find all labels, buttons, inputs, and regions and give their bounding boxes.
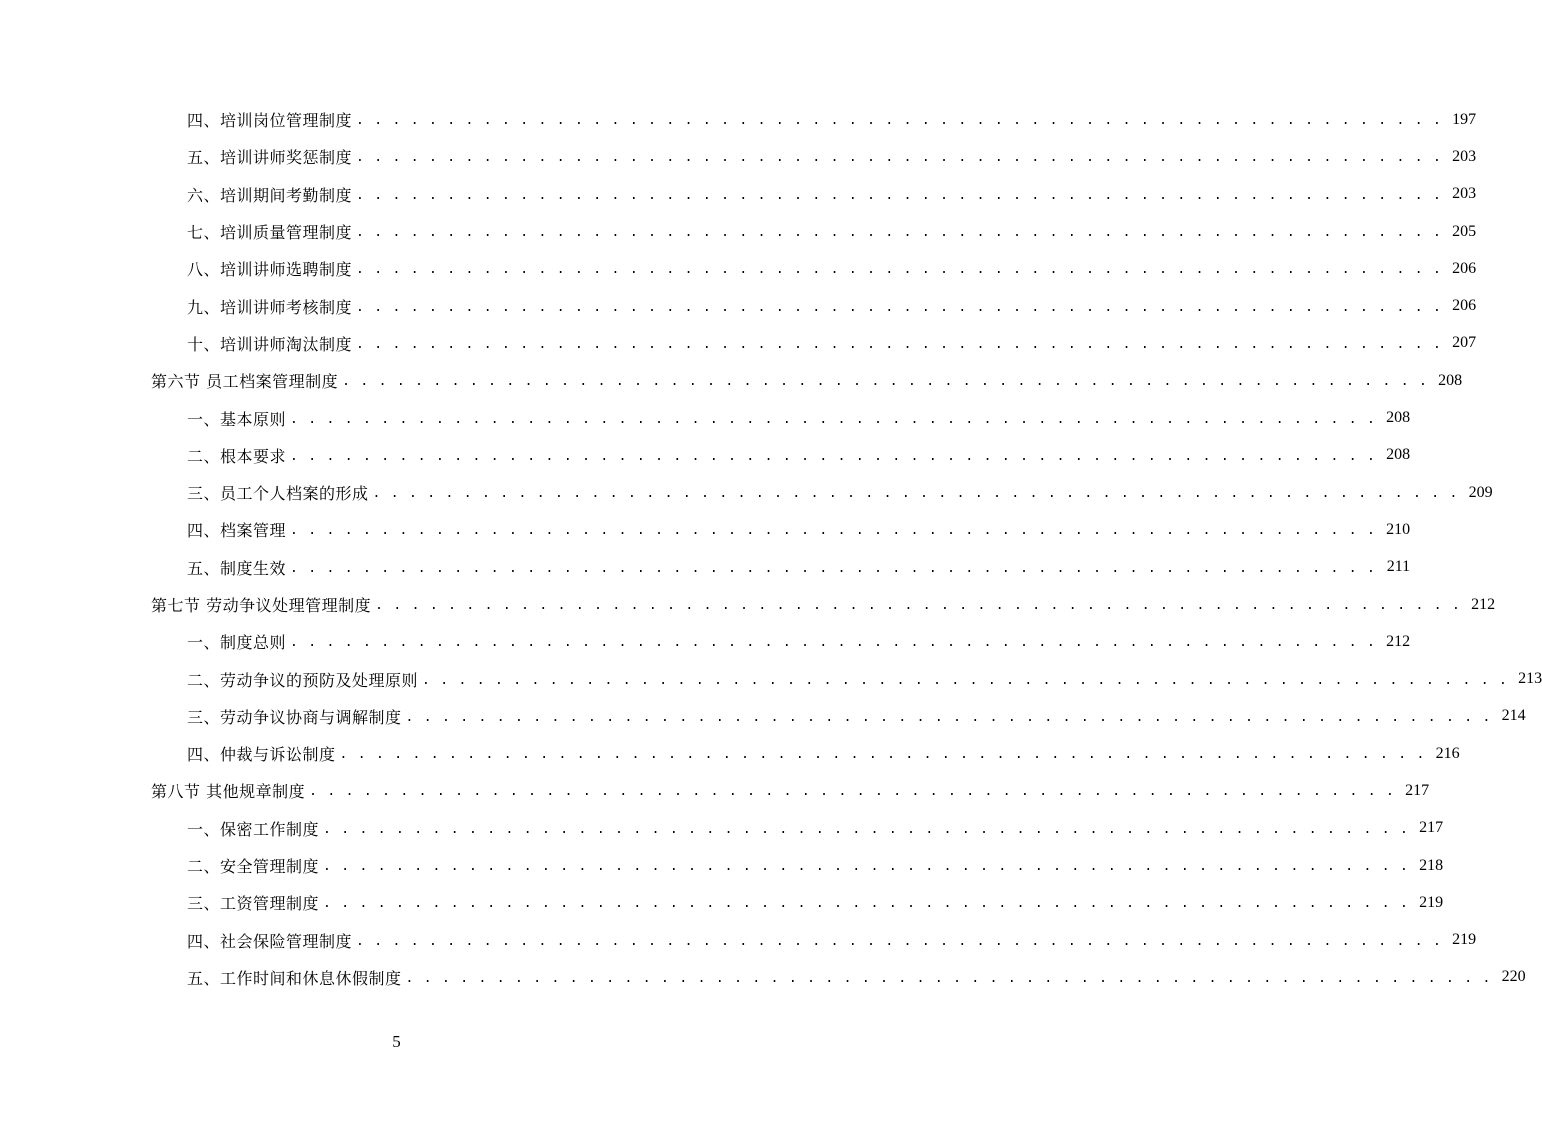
toc-entry-title: 第八节 其他规章制度 (151, 782, 306, 802)
toc-entry-title: 十、培训讲师淘汰制度 (187, 334, 353, 354)
toc-entry-page: 218 (1419, 856, 1444, 874)
toc-entry-page: 208 (1386, 446, 1411, 464)
table-of-contents (0, 101, 1542, 996)
toc-entry-title: 七、培训质量管理制度 (187, 223, 353, 243)
toc-section-entry[interactable] (151, 772, 1430, 809)
toc-dot-leader: . . . . . . . . . . . . . . . . . . . . . . . . . . . . . . . . . . . . . . . . . . . . . . . . . . . . . . . . . . . . (356, 187, 1443, 203)
toc-dot-leader: . . . . . . . . . . . . . . . . . . . . . . . . . . . . . . . . . . . . . . . . . . . . . . . . . . . . . . . . . . . . (309, 784, 1396, 800)
toc-entry-title: 四、仲裁与诉讼制度 (187, 745, 336, 765)
toc-entry-page: 219 (1419, 893, 1444, 911)
toc-entry-page: 208 (1438, 371, 1463, 389)
toc-entry-page: 217 (1405, 781, 1430, 799)
toc-subsection-entry[interactable] (187, 698, 1526, 735)
toc-subsection-entry[interactable] (187, 325, 1477, 362)
toc-entry-title: 二、劳动争议的预防及处理原则 (187, 670, 419, 690)
toc-dot-leader: . . . . . . . . . . . . . . . . . . . . . . . . . . . . . . . . . . . . . . . . . . . . . . . . . . . . . . . . . . . . (323, 896, 1410, 912)
toc-entry-title: 五、制度生效 (187, 558, 287, 578)
toc-dot-leader: . . . . . . . . . . . . . . . . . . . . . . . . . . . . . . . . . . . . . . . . . . . . . . . . . . . . . . . . . . . . (356, 262, 1443, 278)
toc-entry-title: 八、培训讲师选聘制度 (187, 260, 353, 280)
toc-entry-title: 一、制度总则 (187, 633, 287, 653)
toc-subsection-entry[interactable] (187, 660, 1542, 697)
toc-section-entry[interactable] (151, 362, 1463, 399)
toc-subsection-entry[interactable] (187, 176, 1477, 213)
toc-entry-title: 三、劳动争议协商与调解制度 (187, 707, 402, 727)
toc-dot-leader: . . . . . . . . . . . . . . . . . . . . . . . . . . . . . . . . . . . . . . . . . . . . . . . . . . . . . . . . . . . . (290, 448, 1377, 464)
toc-entry-page: 203 (1452, 185, 1477, 203)
toc-entry-title: 五、培训讲师奖惩制度 (187, 148, 353, 168)
toc-dot-leader: . . . . . . . . . . . . . . . . . . . . . . . . . . . . . . . . . . . . . . . . . . . . . . . . . . . . . . . . . . . . (342, 374, 1429, 390)
toc-subsection-entry[interactable] (187, 250, 1477, 287)
toc-dot-leader: . . . . . . . . . . . . . . . . . . . . . . . . . . . . . . . . . . . . . . . . . . . . . . . . . . . . . . . . . . . . (290, 523, 1377, 539)
page-number: 5 (392, 1032, 401, 1051)
toc-dot-leader: . . . . . . . . . . . . . . . . . . . . . . . . . . . . . . . . . . . . . . . . . . . . . . . . . . . . . . . . . . . . (405, 709, 1492, 725)
toc-dot-leader: . . . . . . . . . . . . . . . . . . . . . . . . . . . . . . . . . . . . . . . . . . . . . . . . . . . . . . . . . . . . (290, 635, 1377, 651)
toc-entry-page: 203 (1452, 147, 1477, 165)
toc-entry-title: 一、保密工作制度 (187, 819, 320, 839)
toc-entry-page: 217 (1419, 819, 1444, 837)
toc-entry-page: 212 (1471, 595, 1496, 613)
toc-entry-page: 216 (1435, 744, 1460, 762)
toc-dot-leader: . . . . . . . . . . . . . . . . . . . . . . . . . . . . . . . . . . . . . . . . . . . . . . . . . . . . . . . . . . . . (290, 560, 1377, 576)
toc-subsection-entry[interactable] (187, 810, 1444, 847)
toc-subsection-entry[interactable] (187, 922, 1477, 959)
toc-subsection-entry[interactable] (187, 735, 1460, 772)
toc-entry-title: 一、基本原则 (187, 409, 287, 429)
toc-dot-leader: . . . . . . . . . . . . . . . . . . . . . . . . . . . . . . . . . . . . . . . . . . . . . . . . . . . . . . . . . . . . (323, 821, 1410, 837)
toc-entry-title: 四、培训岗位管理制度 (187, 111, 353, 131)
toc-dot-leader: . . . . . . . . . . . . . . . . . . . . . . . . . . . . . . . . . . . . . . . . . . . . . . . . . . . . . . . . . . . . (356, 299, 1443, 315)
toc-entry-title: 五、工作时间和休息休假制度 (187, 968, 402, 988)
toc-dot-leader: . . . . . . . . . . . . . . . . . . . . . . . . . . . . . . . . . . . . . . . . . . . . . . . . . . . . . . . . . . . . (375, 598, 1462, 613)
toc-entry-title: 四、社会保险管理制度 (187, 931, 353, 951)
toc-dot-leader: . . . . . . . . . . . . . . . . . . . . . . . . . . . . . . . . . . . . . . . . . . . . . . . . . . . . . . . . . . . . (356, 225, 1443, 241)
toc-entry-page: 207 (1452, 334, 1477, 352)
toc-entry-title: 四、档案管理 (187, 521, 287, 541)
toc-dot-leader: . . . . . . . . . . . . . . . . . . . . . . . . . . . . . . . . . . . . . . . . . . . . . . . . . . . . . . . . . . . . (372, 486, 1459, 502)
toc-subsection-entry[interactable] (187, 101, 1477, 138)
toc-entry-page: 213 (1518, 670, 1542, 688)
toc-entry-page: 219 (1452, 931, 1477, 949)
toc-dot-leader: . . . . . . . . . . . . . . . . . . . . . . . . . . . . . . . . . . . . . . . . . . . . . . . . . . . . . . . . . . . . (356, 336, 1443, 352)
toc-section-entry[interactable] (151, 586, 1496, 623)
toc-entry-page: 208 (1386, 409, 1411, 427)
toc-dot-leader: . . . . . . . . . . . . . . . . . . . . . . . . . . . . . . . . . . . . . . . . . . . . . . . . . . . . . . . . . . . . (422, 672, 1509, 688)
toc-entry-title: 第六节 员工档案管理制度 (151, 372, 339, 392)
toc-subsection-entry[interactable] (187, 847, 1444, 884)
toc-entry-title: 二、安全管理制度 (187, 857, 320, 877)
toc-entry-page: 211 (1386, 558, 1411, 576)
toc-dot-leader: . . . . . . . . . . . . . . . . . . . . . . . . . . . . . . . . . . . . . . . . . . . . . . . . . . . . . . . . . . . . (356, 113, 1443, 129)
toc-subsection-entry[interactable] (187, 511, 1411, 548)
toc-subsection-entry[interactable] (187, 474, 1493, 511)
toc-subsection-entry[interactable] (187, 213, 1477, 250)
toc-subsection-entry[interactable] (187, 287, 1477, 324)
toc-entry-page: 220 (1501, 968, 1526, 986)
toc-entry-title: 第七节 劳动争议处理管理制度 (151, 596, 372, 615)
toc-subsection-entry[interactable] (187, 884, 1444, 921)
toc-entry-page: 214 (1501, 707, 1526, 725)
toc-entry-page: 209 (1468, 483, 1493, 501)
toc-dot-leader: . . . . . . . . . . . . . . . . . . . . . . . . . . . . . . . . . . . . . . . . . . . . . . . . . . . . . . . . . . . . (356, 933, 1443, 949)
toc-subsection-entry[interactable] (187, 138, 1477, 175)
toc-entry-title: 九、培训讲师考核制度 (187, 297, 353, 317)
toc-entry-title: 六、培训期间考勤制度 (187, 185, 353, 205)
toc-entry-page: 197 (1452, 110, 1477, 128)
toc-subsection-entry[interactable] (187, 399, 1411, 436)
toc-dot-leader: . . . . . . . . . . . . . . . . . . . . . . . . . . . . . . . . . . . . . . . . . . . . . . . . . . . . . . . . . . . . (356, 150, 1443, 166)
toc-entry-title: 三、工资管理制度 (187, 894, 320, 914)
toc-entry-page: 210 (1386, 520, 1411, 538)
toc-dot-leader: . . . . . . . . . . . . . . . . . . . . . . . . . . . . . . . . . . . . . . . . . . . . . . . . . . . . . . . . . . . . (339, 747, 1426, 763)
toc-entry-page: 206 (1452, 297, 1477, 315)
toc-subsection-entry[interactable] (187, 437, 1411, 474)
toc-entry-page: 212 (1386, 632, 1411, 650)
toc-subsection-entry[interactable] (187, 959, 1526, 996)
toc-entry-page: 206 (1452, 259, 1477, 277)
toc-entry-title: 二、根本要求 (187, 446, 287, 466)
toc-dot-leader: . . . . . . . . . . . . . . . . . . . . . . . . . . . . . . . . . . . . . . . . . . . . . . . . . . . . . . . . . . . . (323, 859, 1410, 875)
toc-entry-page: 205 (1452, 222, 1477, 240)
toc-entry-title: 三、员工个人档案的形成 (187, 484, 369, 504)
toc-subsection-entry[interactable] (187, 549, 1411, 586)
toc-subsection-entry[interactable] (187, 623, 1411, 660)
toc-dot-leader: . . . . . . . . . . . . . . . . . . . . . . . . . . . . . . . . . . . . . . . . . . . . . . . . . . . . . . . . . . . . (290, 411, 1377, 427)
toc-dot-leader: . . . . . . . . . . . . . . . . . . . . . . . . . . . . . . . . . . . . . . . . . . . . . . . . . . . . . . . . . . . . (405, 970, 1492, 986)
